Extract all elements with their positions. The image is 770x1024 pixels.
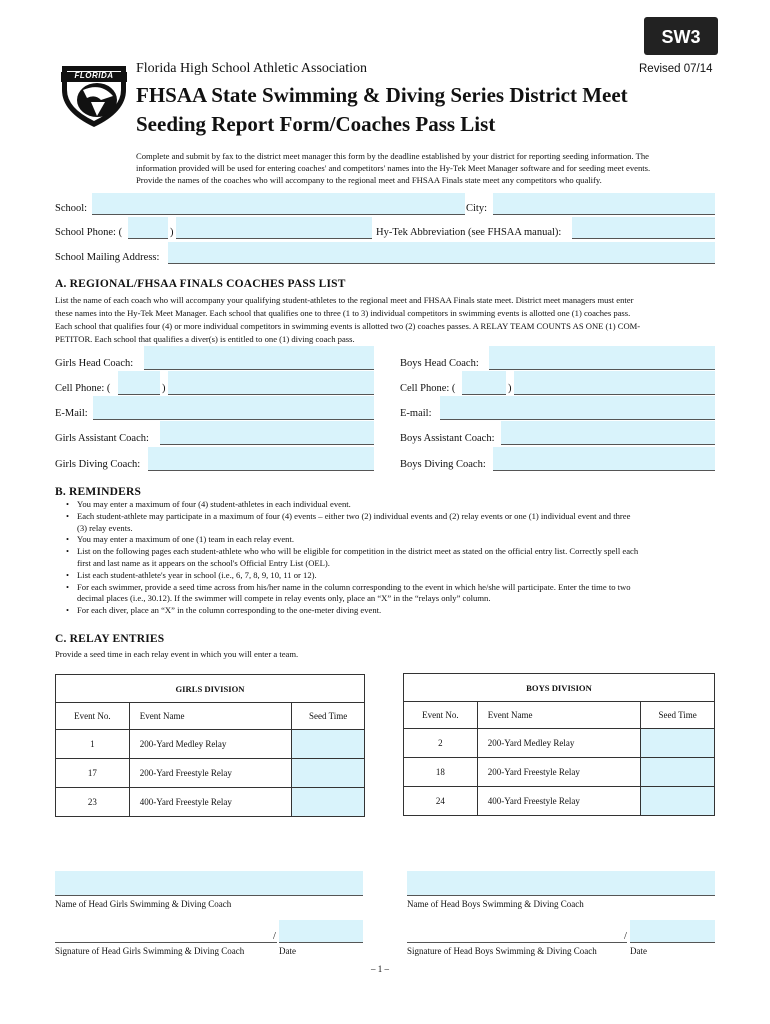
boys-email-input[interactable] (440, 396, 715, 420)
intro-line: Complete and submit by fax to the district meet manager this form by the deadline established by your district for reporting seeding information. The (136, 151, 649, 161)
table-header-row (56, 703, 365, 730)
boys-cell-area-code[interactable] (462, 371, 506, 395)
section-b-title: B. REMINDERS (55, 486, 142, 498)
section-a-line: List the name of each coach who will accompany your qualifying student-athletes to the regional meet and FHSAA Finals state meet. District meet managers must enter (55, 295, 634, 305)
girls-diving-coach-input[interactable] (148, 447, 374, 471)
seed-time-input[interactable] (641, 729, 715, 758)
section-c-subtitle: Provide a seed time in each relay event in which you will enter a team. (55, 649, 299, 659)
event-no: 1 (56, 730, 130, 759)
school-phone-area-code[interactable] (128, 217, 168, 239)
boys-head-coach-name-label: Name of Head Boys Swimming & Diving Coach (407, 899, 584, 909)
reminders-list (64, 499, 737, 617)
table-row (56, 730, 365, 759)
slash: / (273, 931, 276, 942)
reminder-item: • For each swimmer, provide a seed time across from his/her name in the column corresponding to the event in which he/she will participate. Enter the time to two (77, 582, 737, 594)
intro-line: Provide the names of the coaches who will accompany to the regional meet and FHSAA Finals state meet any competitors who qualify. (136, 175, 602, 185)
boys-signature-label: Signature of Head Boys Swimming & Diving Coach (407, 946, 597, 956)
event-name: 400-Yard Freestyle Relay (477, 787, 640, 816)
seed-time-input[interactable] (641, 758, 715, 787)
girls-signature-label: Signature of Head Girls Swimming & Diving Coach (55, 946, 245, 956)
mailing-address-label: School Mailing Address: (55, 252, 160, 263)
boys-signature-date-input[interactable] (630, 920, 715, 943)
slash: / (624, 931, 627, 942)
organization-name: Florida High School Athletic Association (136, 61, 367, 76)
boys-division-title (403, 673, 715, 702)
girls-signature-date-input[interactable] (279, 920, 363, 943)
boys-assistant-coach-label: Boys Assistant Coach: (400, 433, 495, 444)
page-number: – 1 – (371, 964, 389, 974)
girls-diving-coach-label: Girls Diving Coach: (55, 459, 141, 470)
paren-close: ) (162, 383, 166, 394)
reminder-item: • List each student-athlete's year in school (i.e., 6, 7, 8, 9, 10, 11 or 12). (77, 570, 737, 582)
seed-time-input[interactable] (641, 787, 715, 816)
reminder-item: • You may enter a maximum of four (4) student-athletes in each individual event. (77, 499, 737, 511)
table-row (404, 758, 715, 787)
revised-date: Revised 07/14 (639, 63, 713, 75)
seed-time-input[interactable] (292, 759, 365, 788)
date-label: Date (630, 946, 647, 956)
table-row (404, 787, 715, 816)
table-row (56, 788, 365, 817)
event-no-header: Event No. (56, 703, 130, 730)
paren-close: ) (170, 227, 174, 238)
girls-division-title (55, 674, 365, 703)
boys-cell-phone-label: Cell Phone: ( (400, 383, 456, 394)
event-name: 400-Yard Freestyle Relay (129, 788, 291, 817)
event-name: 200-Yard Medley Relay (129, 730, 291, 759)
event-name-header: Event Name (129, 703, 291, 730)
girls-head-coach-input[interactable] (144, 346, 374, 370)
section-a-line: these names into the Hy-Tek Meet Manager. Each school that qualifies one to three (1 to 3) individual competitors in swimming events is allotted one (1) coaches pass. (55, 308, 631, 318)
boys-assistant-coach-input[interactable] (501, 421, 715, 445)
event-no: 2 (404, 729, 478, 758)
seed-time-header: Seed Time (641, 702, 715, 729)
event-no: 17 (56, 759, 130, 788)
event-no: 23 (56, 788, 130, 817)
hytek-abbreviation-input[interactable] (572, 217, 715, 239)
boys-head-coach-label: Boys Head Coach: (400, 358, 479, 369)
school-phone-label: School Phone: ( (55, 227, 123, 238)
girls-assistant-coach-label: Girls Assistant Coach: (55, 433, 149, 444)
reminder-item: • List on the following pages each student-athlete who who will be eligible for competition in the district meet as stated on the official entry list. Correctly spell each (77, 546, 737, 558)
reminder-item: (3) relay events. (77, 522, 133, 533)
girls-email-label: E-Mail: (55, 408, 88, 419)
mailing-address-input[interactable] (168, 242, 715, 264)
logo-wordmark: FLORIDA (74, 71, 114, 80)
reminder-item: • For each diver, place an “X” in the column corresponding to the one-meter diving event. (77, 605, 737, 617)
reminder-item: decimal places (i.e., 30.12). If the swimmer will compete in relay events only, place an “X” in the “relays only” column. (77, 593, 491, 604)
fhsaa-logo (57, 60, 131, 130)
girls-division-label: GIRLS DIVISION (175, 684, 245, 694)
paren-close: ) (508, 383, 512, 394)
event-no: 18 (404, 758, 478, 787)
boys-division-label: BOYS DIVISION (526, 683, 592, 693)
girls-head-coach-name-input[interactable] (55, 871, 363, 896)
girls-signature-line[interactable] (55, 942, 277, 943)
event-name: 200-Yard Freestyle Relay (129, 759, 291, 788)
school-input[interactable] (92, 193, 465, 215)
hytek-label: Hy-Tek Abbreviation (see FHSAA manual): (376, 227, 562, 238)
event-name: 200-Yard Freestyle Relay (477, 758, 640, 787)
section-a-line: Each school that qualifies four (4) or more individual competitors in swimming events is allotted two (2) coaches passes. A RELAY TEAM COUNTS AS ONE (1) COM- (55, 321, 641, 331)
girls-cell-phone-input[interactable] (168, 371, 374, 395)
event-name: 200-Yard Medley Relay (477, 729, 640, 758)
girls-head-coach-name-label: Name of Head Girls Swimming & Diving Coach (55, 899, 232, 909)
date-label: Date (279, 946, 296, 956)
table-row (404, 729, 715, 758)
girls-email-input[interactable] (93, 396, 374, 420)
girls-cell-phone-label: Cell Phone: ( (55, 383, 111, 394)
form-title-line2: Seeding Report Form/Coaches Pass List (136, 112, 496, 136)
table-header-row (404, 702, 715, 729)
boys-cell-phone-input[interactable] (514, 371, 715, 395)
boys-diving-coach-input[interactable] (493, 447, 715, 471)
seed-time-input[interactable] (292, 730, 365, 759)
boys-relay-table (403, 701, 715, 816)
boys-diving-coach-label: Boys Diving Coach: (400, 459, 486, 470)
boys-signature-line[interactable] (407, 942, 627, 943)
city-label: City: (466, 203, 488, 214)
reminder-item: • Each student-athlete may participate in a maximum of four (4) events – either two (2) individual events and (2) relay events or one (1) individual event and three (77, 511, 737, 523)
event-name-header: Event Name (477, 702, 640, 729)
boys-head-coach-name-input[interactable] (407, 871, 715, 896)
seed-time-header: Seed Time (292, 703, 365, 730)
city-input[interactable] (493, 193, 715, 215)
form-title-line1: FHSAA State Swimming & Diving Series District Meet (136, 83, 628, 107)
boys-head-coach-input[interactable] (489, 346, 715, 370)
girls-cell-area-code[interactable] (118, 371, 160, 395)
school-phone-input[interactable] (176, 217, 372, 239)
girls-assistant-coach-input[interactable] (160, 421, 374, 445)
seed-time-input[interactable] (292, 788, 365, 817)
boys-email-label: E-mail: (400, 408, 432, 419)
reminder-item: • You may enter a maximum of one (1) team in each relay event. (77, 534, 737, 546)
reminder-item: first and last name as it appears on the school's Official Entry List (OEL). (77, 557, 330, 568)
school-label: School: (55, 203, 88, 214)
table-row (56, 759, 365, 788)
form-code-badge: SW3 (644, 17, 718, 55)
intro-line: information provided will be used for entering coaches' and competitors' names into the Hy-Tek Meet Manager software and for seeding meet events. (136, 163, 651, 173)
girls-head-coach-label: Girls Head Coach: (55, 358, 134, 369)
event-no-header: Event No. (404, 702, 478, 729)
section-a-title: A. REGIONAL/FHSAA FINALS COACHES PASS LIST (55, 278, 346, 290)
girls-relay-table (55, 702, 365, 817)
event-no: 24 (404, 787, 478, 816)
section-c-title: C. RELAY ENTRIES (55, 633, 165, 645)
section-a-line: PETITOR. Each school that qualifies a diver(s) is entitled to one (1) diving coach pass. (55, 334, 355, 344)
